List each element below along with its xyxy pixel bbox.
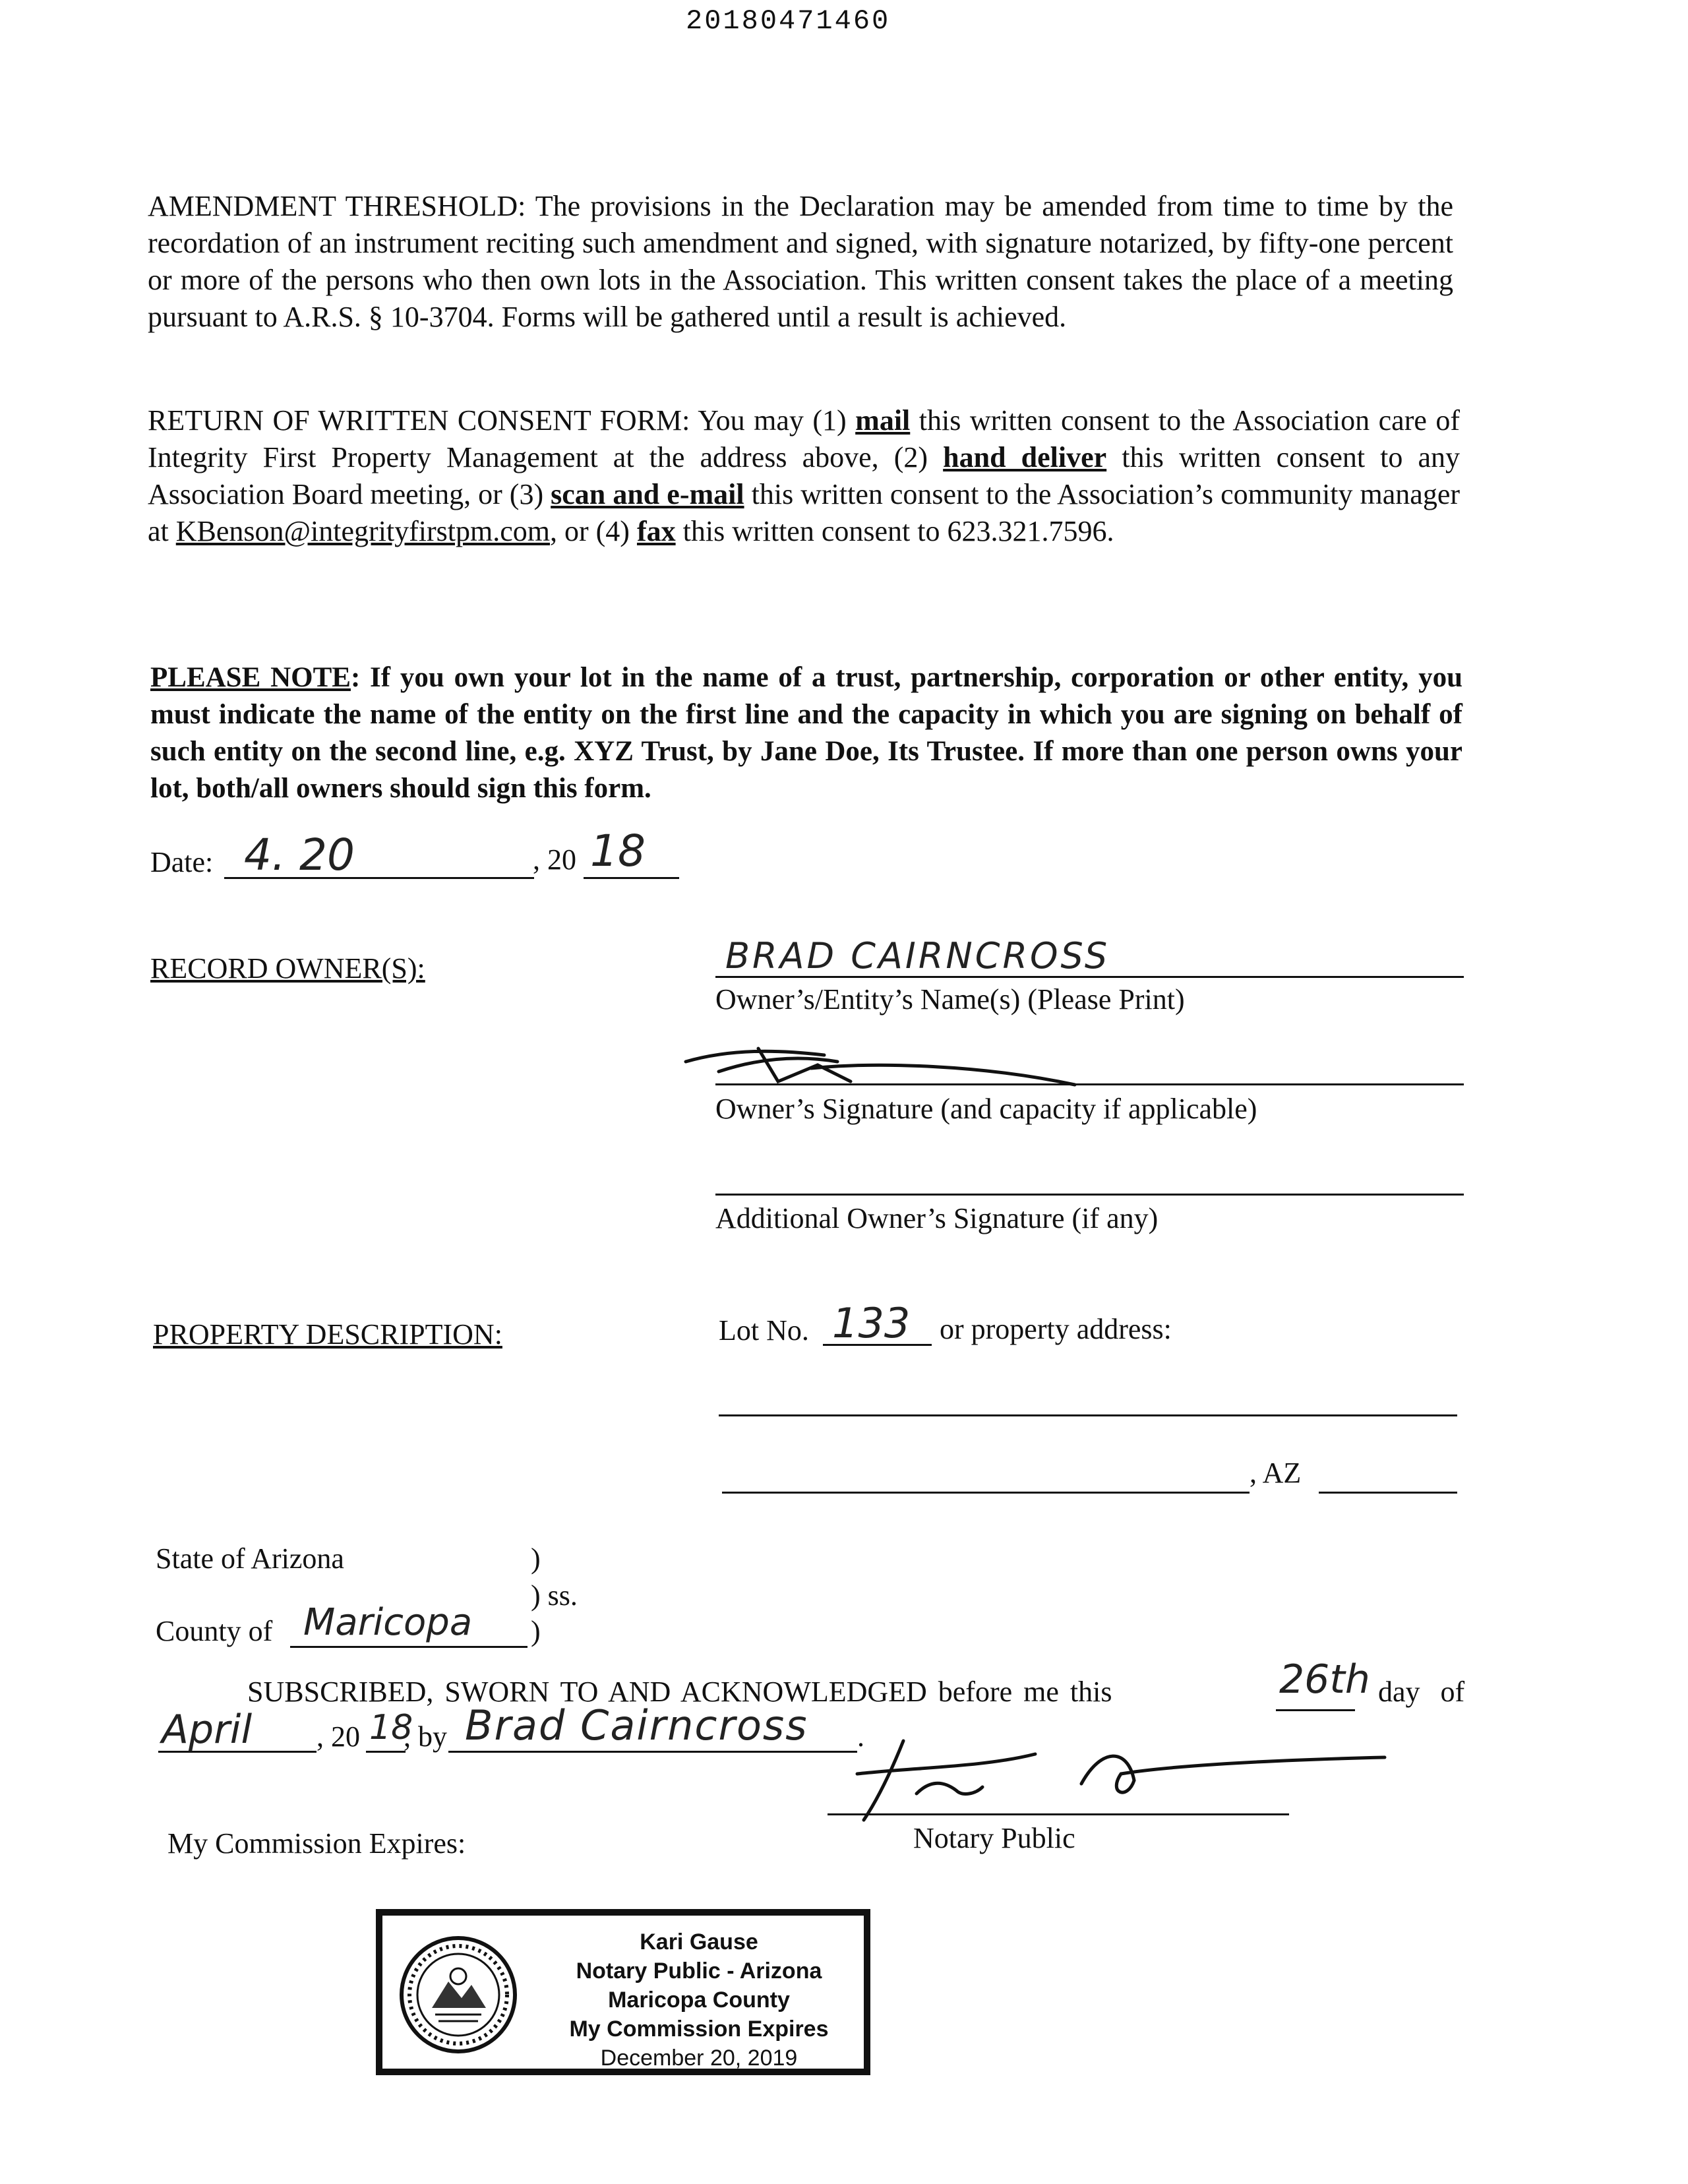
stamp-title: Notary Public - Arizona bbox=[576, 1958, 822, 1984]
return-text-3: this written consent to any Association Board meeting, or (3) bbox=[148, 441, 1461, 510]
amendment-threshold-paragraph bbox=[148, 188, 1453, 336]
notary-year-line bbox=[366, 1751, 406, 1753]
owner-signature-mark bbox=[679, 1035, 1088, 1095]
address-line-2 bbox=[722, 1492, 1250, 1494]
notary-public-label: Notary Public bbox=[913, 1822, 1075, 1854]
date-year-value: 18 bbox=[590, 826, 646, 876]
county-paren: ) bbox=[531, 1615, 541, 1647]
record-owners-label: RECORD OWNER(S): bbox=[150, 952, 425, 985]
stamp-name: Kari Gause bbox=[640, 1929, 758, 1955]
date-label: Date: bbox=[150, 846, 214, 878]
address-line-1 bbox=[719, 1414, 1457, 1416]
owner-name-value: BRAD CAIRNCROSS bbox=[725, 935, 1110, 977]
date-value: 4. 20 bbox=[244, 830, 355, 880]
state-paren: ) bbox=[531, 1542, 541, 1575]
arizona-seal-icon bbox=[399, 1935, 518, 2054]
return-text-6: this written consent to 623.321.7596. bbox=[682, 515, 1114, 547]
return-text-5: , or (4) bbox=[550, 515, 630, 547]
please-note-heading: PLEASE NOTE bbox=[150, 662, 351, 693]
return-form-paragraph bbox=[148, 402, 1460, 550]
owner-signature-caption: Owner’s Signature (and capacity if applicable) bbox=[715, 1093, 1257, 1125]
fax-option: fax bbox=[636, 515, 676, 547]
notary-signature-mark bbox=[818, 1728, 1398, 1827]
amendment-heading: AMENDMENT THRESHOLD: bbox=[148, 190, 526, 222]
additional-owner-caption: Additional Owner’s Signature (if any) bbox=[715, 1202, 1159, 1234]
day-line bbox=[1276, 1709, 1355, 1711]
date-year-line bbox=[584, 877, 679, 879]
return-text-2: this written consent to the Association care of Integrity First Property Management at the address above, (2) bbox=[148, 404, 1461, 473]
day-value: 26th bbox=[1279, 1656, 1370, 1703]
commission-expires-label: My Commission Expires: bbox=[167, 1827, 466, 1860]
document-number: 20180471460 bbox=[686, 5, 891, 37]
zip-line bbox=[1319, 1492, 1457, 1494]
please-note-paragraph bbox=[150, 659, 1462, 807]
month-value: April bbox=[162, 1707, 253, 1753]
amendment-text: The provisions in the Declaration may be amended from time to time by the recordation of an instrument reciting such amendment and signed, with signature notarized, by fifty-one percent or more of the persons who then own lots in the Association. This written consent takes the place of a meeting pursuant to A.R.S. § 10-3704. Forms will be gathered until a result is achieved. bbox=[148, 190, 1453, 333]
stamp-commission: My Commission Expires bbox=[569, 2017, 829, 2042]
hand-deliver-option: hand deliver bbox=[943, 441, 1107, 473]
by-label: , by bbox=[404, 1720, 447, 1753]
by-line bbox=[448, 1751, 857, 1753]
subscribed-text: SUBSCRIBED, SWORN TO AND ACKNOWLEDGED before me this bbox=[247, 1676, 1112, 1708]
lot-value: 133 bbox=[832, 1299, 911, 1347]
by-value: Brad Cairncross bbox=[465, 1701, 808, 1749]
by-period: . bbox=[857, 1720, 864, 1753]
stamp-expires: December 20, 2019 bbox=[600, 2046, 798, 2071]
stamp-county: Maricopa County bbox=[608, 1987, 790, 2013]
property-description-label: PROPERTY DESCRIPTION: bbox=[153, 1318, 502, 1350]
email-link[interactable]: KBenson@integrityfirstpm.com bbox=[175, 515, 550, 547]
stamp-text-block bbox=[534, 1927, 864, 2073]
additional-owner-line bbox=[715, 1194, 1464, 1196]
mail-option: mail bbox=[855, 404, 911, 437]
please-note-text: : If you own your lot in the name of a trust, partnership, corporation or other entity, you must indicate the name of the entity on the first line and the capacity in which you are signing on behalf of such entity on the second line, e.g. XYZ Trust, by Jane Doe, Its Trustee. If more than one person owns your lot, both/all owners should sign this form. bbox=[150, 662, 1462, 804]
county-line bbox=[290, 1646, 528, 1648]
return-text-4: this written consent to the Association’s community manager at bbox=[148, 478, 1461, 547]
notary-signature-line bbox=[828, 1813, 1289, 1815]
return-text-1: You may (1) bbox=[698, 404, 847, 437]
county-label: County of bbox=[156, 1615, 273, 1647]
lot-label: Lot No. bbox=[719, 1314, 809, 1347]
day-of-label: day of bbox=[1378, 1676, 1465, 1708]
date-year-prefix: , 20 bbox=[533, 843, 576, 876]
state-label: State of Arizona bbox=[156, 1542, 344, 1575]
notary-year-prefix: , 20 bbox=[316, 1720, 360, 1753]
scan-email-option: scan and e-mail bbox=[551, 478, 744, 510]
county-value: Maricopa bbox=[303, 1601, 473, 1644]
az-label: , AZ bbox=[1250, 1457, 1302, 1489]
notary-stamp bbox=[376, 1909, 870, 2075]
ss-label: ) ss. bbox=[531, 1579, 578, 1612]
property-address-label: or property address: bbox=[940, 1313, 1172, 1345]
return-heading: RETURN OF WRITTEN CONSENT FORM: bbox=[148, 404, 690, 437]
owner-name-caption: Owner’s/Entity’s Name(s) (Please Print) bbox=[715, 983, 1185, 1016]
notary-year-value: 18 bbox=[369, 1708, 413, 1747]
